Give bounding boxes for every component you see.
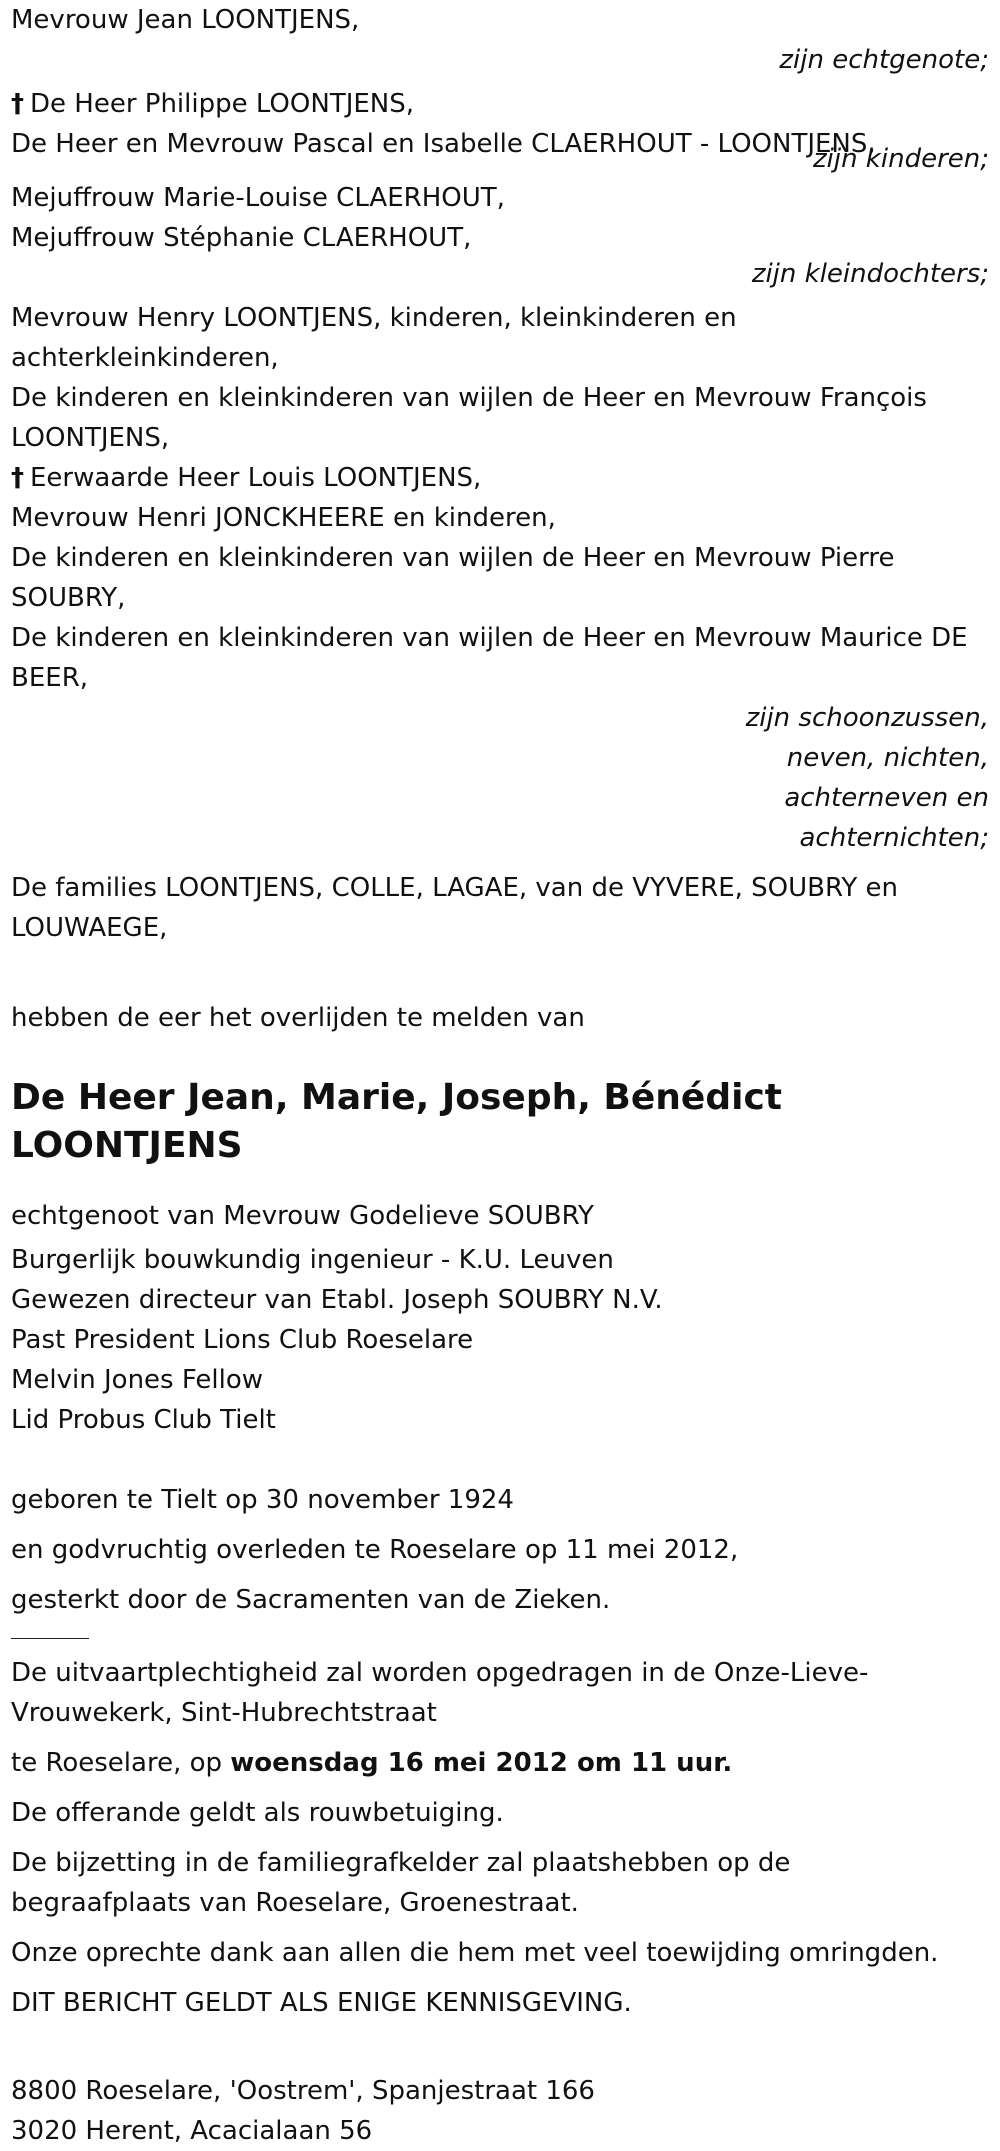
offering-line: De offerande geldt als rouwbetuiging. (11, 1798, 504, 1828)
cross-icon: † (11, 463, 24, 493)
granddaughter-line: Mejuffrouw Marie-Louise CLAERHOUT, (11, 183, 505, 213)
spouse-role: zijn echtgenote; (779, 45, 989, 75)
families-line: LOUWAEGE, (11, 913, 168, 943)
death-line: en godvruchtig overleden te Roeselare op 11 mei 2012, (11, 1535, 739, 1565)
child-line: De Heer en Mevrouw Pascal en Isabelle CLAERHOUT - LOONTJENS, (11, 129, 876, 159)
relatives-role: achternichten; (799, 823, 989, 853)
spouse-name: Mevrouw Jean LOONTJENS, (11, 5, 360, 35)
relative-line: De kinderen en kleinkinderen van wijlen de Heer en Mevrouw François (11, 383, 927, 413)
granddaughter-line: Mejuffrouw Stéphanie CLAERHOUT, (11, 223, 472, 253)
relative-line: achterkleinkinderen, (11, 343, 279, 373)
address-line: 3020 Herent, Acacialaan 56 (11, 2116, 373, 2146)
deceased-name: De Heer Jean, Marie, Joseph, Bénédict LOONTJENS (11, 1077, 782, 1166)
address-line: 8800 Roeselare, 'Oostrem', Spanjestraat 166 (11, 2076, 595, 2106)
relative-line: † Eerwaarde Heer Louis LOONTJENS, (11, 463, 482, 493)
ceremony-datetime: woensdag 16 mei 2012 om 11 uur. (230, 1748, 733, 1778)
deceased-title: Lid Probus Club Tielt (11, 1405, 276, 1435)
notice-line: DIT BERICHT GELDT ALS ENIGE KENNISGEVING. (11, 1988, 632, 2018)
deceased-title: Burgerlijk bouwkundig ingenieur - K.U. Leuven (11, 1245, 614, 1275)
families-line: De families LOONTJENS, COLLE, LAGAE, van de VYVERE, SOUBRY en (11, 873, 899, 903)
relative-line: Mevrouw Henri JONCKHEERE en kinderen, (11, 503, 556, 533)
granddaughters-role: zijn kleindochters; (751, 259, 989, 289)
relative-line: LOONTJENS, (11, 423, 170, 453)
relative-line: De kinderen en kleinkinderen van wijlen de Heer en Mevrouw Maurice DE (11, 623, 968, 653)
relatives-role: achterneven en (784, 783, 989, 813)
relative-line: Mevrouw Henry LOONTJENS, kinderen, kleinkinderen en (11, 303, 737, 333)
cross-icon: † (11, 89, 24, 119)
relative-line: BEER, (11, 663, 89, 693)
relative-line: SOUBRY, (11, 583, 126, 613)
sacraments-line: gesterkt door de Sacramenten van de Zieken. (11, 1585, 611, 1615)
burial-line: De bijzetting in de familiegrafkelder zal plaatshebben op de begraafplaats van Roeselare, Groenestraat. (11, 1848, 791, 1918)
thanks-line: Onze oprechte dank aan allen die hem met veel toewijding omringden. (11, 1938, 939, 1968)
deceased-title: Past President Lions Club Roeselare (11, 1325, 474, 1355)
relatives-role: neven, nichten, (786, 743, 989, 773)
birth-line: geboren te Tielt op 30 november 1924 (11, 1485, 514, 1515)
relatives-role: zijn schoonzussen, (745, 703, 989, 733)
child-line: † De Heer Philippe LOONTJENS, (11, 89, 415, 119)
relative-line: De kinderen en kleinkinderen van wijlen de Heer en Mevrouw Pierre (11, 543, 895, 573)
deceased-title: Melvin Jones Fellow (11, 1365, 264, 1395)
ceremony-line: De uitvaartplechtigheid zal worden opgedragen in de Onze-Lieve-Vrouwekerk, Sint-Hubrechtstraat (11, 1658, 869, 1728)
deceased-title: Gewezen directeur van Etabl. Joseph SOUBRY N.V. (11, 1285, 663, 1315)
announcement: hebben de eer het overlijden te melden van (11, 1003, 585, 1033)
divider (11, 1638, 89, 1639)
children-role: zijn kinderen; (812, 144, 989, 174)
deceased-spouse: echtgenoot van Mevrouw Godelieve SOUBRY (11, 1201, 594, 1231)
ceremony-datetime-line: te Roeselare, op woensdag 16 mei 2012 om 11 uur. (11, 1748, 733, 1778)
